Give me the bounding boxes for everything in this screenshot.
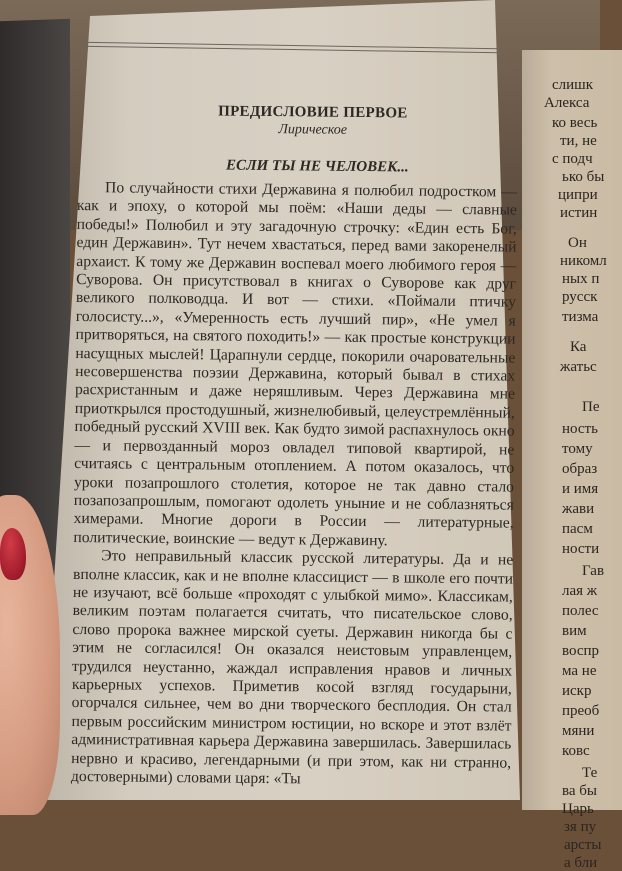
facing-text-fragment: ко весь [552, 115, 598, 131]
page-text [71, 102, 518, 791]
facing-text-fragment: истин [560, 205, 598, 221]
facing-text-fragment: ма не [562, 663, 597, 679]
facing-text-fragment: с подч [552, 151, 593, 167]
body-paragraph: По случайности стихи Державина я полюбил подростком — как и эпоху, о которой мы поём: «Наши деды — славные победы!» Полюбил и эту загадочную строчку: «Един есть Бог, един Державин». Тут нечем хвастаться, перед вами закоренелый архаист. К тому же Державин воспевал моего любимого героя — Суворова. Он присутствовал в книгах о Суворове как друг великого полководца. И вот — стихи. «Поймали птичку голосисту...», «Умеренность есть лучший пир», «Не умел я притворяться, на святого походить!» — как простые конструкции насущных мыслей! Царапнули сердце, покорили очаровательные несовершенства поэзии Державина, который бывал в стихах расхристанным и даже неряшливым. Через Державина мне приоткрылся простодушный, жизнелюбивый, целеустремлённый, победный русский XVIII век. Как будто зимой распахнулось окно — и первозданный мороз овладел типовой квартирой, не считаясь с центральным отоплением. А потом оказалось, что уроки позапрошлого столетия, которое не так давно стало позапозапрошлым, помогают одолеть уныние и не соблазняться химерами. Многие дороги в России — литературные, политические, воинские — ведут к Державину. [73, 179, 518, 549]
facing-text-fragment: никомл [560, 253, 607, 269]
chapter-title: ЕСЛИ ТЫ НЕ ЧЕЛОВЕК... [225, 157, 409, 176]
facing-text-fragment: тому [562, 441, 593, 457]
facing-text-fragment: русск [562, 289, 598, 305]
facing-text-fragment: лая ж [562, 583, 598, 599]
facing-text-fragment: ципри [558, 187, 598, 203]
facing-text-fragment: вим [562, 623, 587, 639]
facing-text-fragment: Пе [582, 399, 600, 415]
facing-text-fragment: ности [562, 541, 600, 557]
facing-text-fragment: ных п [562, 271, 600, 287]
facing-text-fragment: жави [562, 501, 595, 517]
facing-text-fragment: мяни [562, 723, 595, 739]
facing-text-fragment: ти, не [560, 133, 597, 149]
facing-text-fragment: Царь [562, 801, 594, 817]
facing-text-fragment: и имя [562, 481, 599, 497]
preface-subtitle: Лирическое [278, 122, 348, 138]
facing-text-fragment: зя пу [564, 819, 597, 835]
facing-text-fragment: жатьс [560, 359, 597, 375]
preface-title: ПРЕДИСЛОВИЕ ПЕРВОЕ [218, 103, 408, 122]
facing-text-fragment: воспр [562, 643, 600, 659]
facing-text-fragment: слишк [552, 77, 594, 93]
facing-text-fragment: арсты [564, 837, 602, 853]
facing-text-fragment: преоб [562, 703, 600, 719]
facing-text-fragment: Он [568, 235, 587, 251]
body-paragraph: Это неправильный классик русской литературы. Да и не вполне классик, как и не вполне классицист — в школе его почти не изучают, всё больше «проходят с улыбкой мимо». Классикам, великим поэтам полагается считать, что писательское слово, слово пророка важнее мирской суеты. Державин никогда бы с этим не согласился! Он оказался неистовым управленцем, трудился неустанно, жаждал исправления нравов и личных карьерных успехов. Приметив косой взгляд государыни, огорчался сильнее, чем во дни творческого бесплодия. Он стал первым российским министром юстиции, но вскоре и этот взлёт административная карьера Державина завершилась. Завершилась нервно и красиво, легендарными (и при этом, как ни странно, достоверными) словами царя: «Ты [70, 547, 514, 788]
facing-page [522, 50, 622, 871]
facing-text-fragment: ько бы [562, 169, 605, 185]
facing-text-fragment: тизма [562, 309, 599, 325]
facing-text-fragment: Гав [582, 563, 605, 579]
facing-text-fragment: ва бы [562, 783, 598, 799]
facing-text-fragment: ность [562, 421, 598, 437]
facing-text-fragment: а бли [564, 855, 598, 871]
facing-text-fragment: Те [582, 765, 598, 781]
facing-text-fragment: образ [562, 461, 598, 477]
facing-text-fragment: Алекса [544, 95, 590, 111]
facing-text-fragment: ковс [562, 743, 590, 759]
facing-text-fragment: пасм [562, 521, 593, 537]
facing-text-fragment: полес [562, 603, 599, 619]
facing-text-fragment: искр [562, 683, 592, 699]
facing-text-fragment: Ка [570, 339, 587, 355]
